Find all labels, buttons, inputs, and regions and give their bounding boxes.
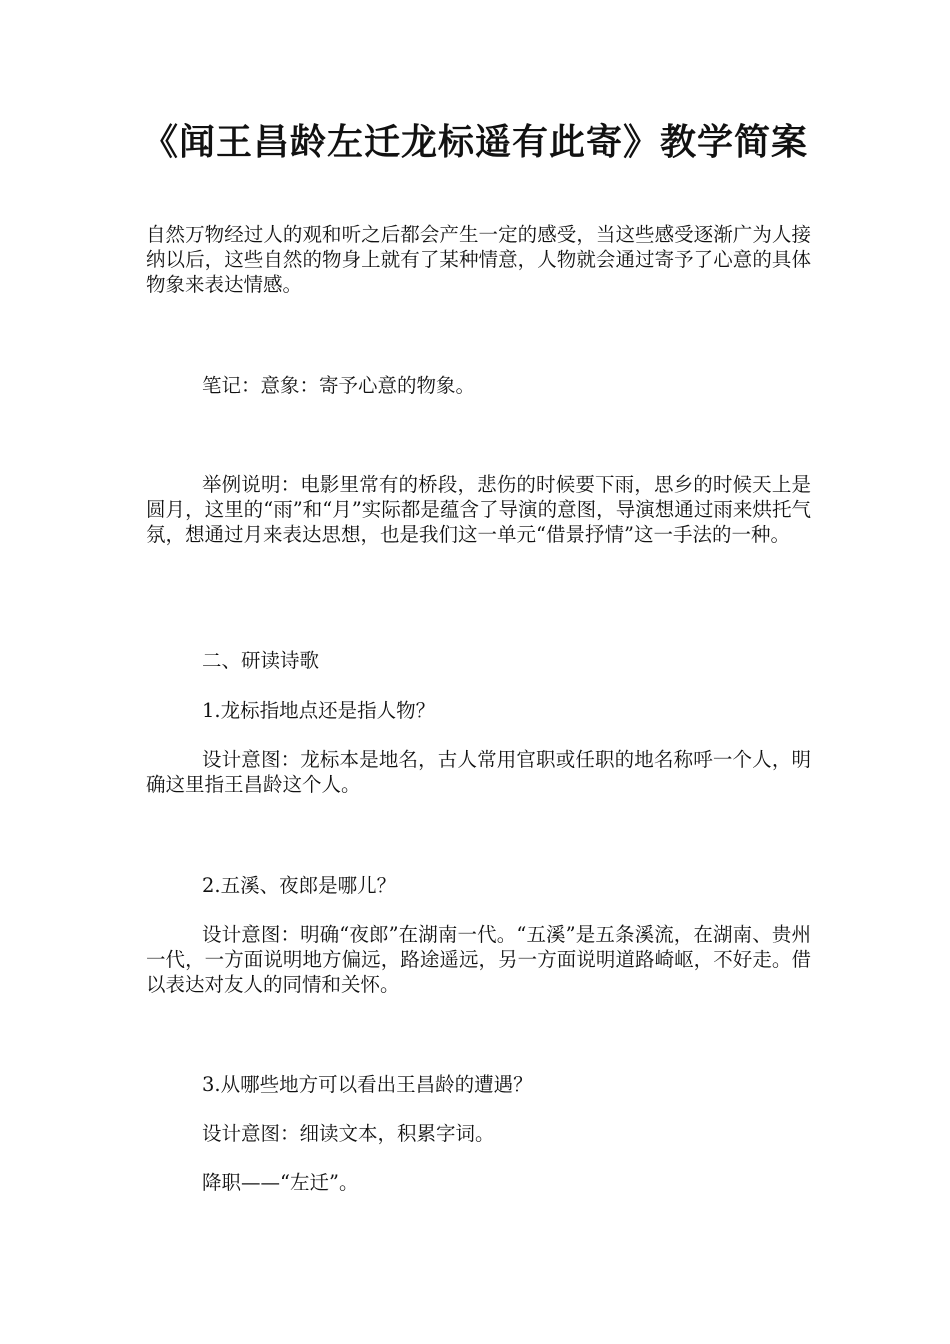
question-3: 3.从哪些地方可以看出王昌龄的遭遇？: [202, 1073, 533, 1096]
example-paragraph: 举例说明：电影里常有的桥段，悲伤的时候要下雨，思乡的时候天上是圆月，这里的“雨”和“月”实际都是蕴含了导演的意图，导演想通过雨来烘托气氛，想通过月来表达思想，也是我们这一单元“借景抒情”这一手法的一种。: [146, 473, 811, 546]
question-1: 1.龙标指地点还是指人物？: [202, 699, 436, 722]
document-title: 《闻王昌龄左迁龙标遥有此寄》教学简案: [141, 122, 808, 163]
section-heading: 二、研读诗歌: [202, 649, 320, 672]
demotion-note: 降职——“左迁”。: [202, 1171, 359, 1194]
answer-3: 设计意图：细读文本，积累字词。: [202, 1122, 495, 1145]
intro-paragraph: 自然万物经过人的观和听之后都会产生一定的感受，当这些感受逐渐广为人接纳以后，这些自然的物身上就有了某种情意，人物就会通过寄予了心意的具体物象来表达情感。: [146, 223, 811, 296]
note-paragraph: 笔记：意象：寄予心意的物象。: [202, 374, 476, 397]
answer-1: 设计意图：龙标本是地名，古人常用官职或任职的地名称呼一个人，明确这里指王昌龄这个人。: [146, 748, 811, 796]
answer-2: 设计意图：明确“夜郎”在湖南一代。“五溪”是五条溪流，在湖南、贵州一代，一方面说明地方偏远，路途遥远，另一方面说明道路崎岖，不好走。借以表达对友人的同情和关怀。: [146, 923, 811, 996]
question-2: 2.五溪、夜郎是哪儿？: [202, 874, 397, 897]
